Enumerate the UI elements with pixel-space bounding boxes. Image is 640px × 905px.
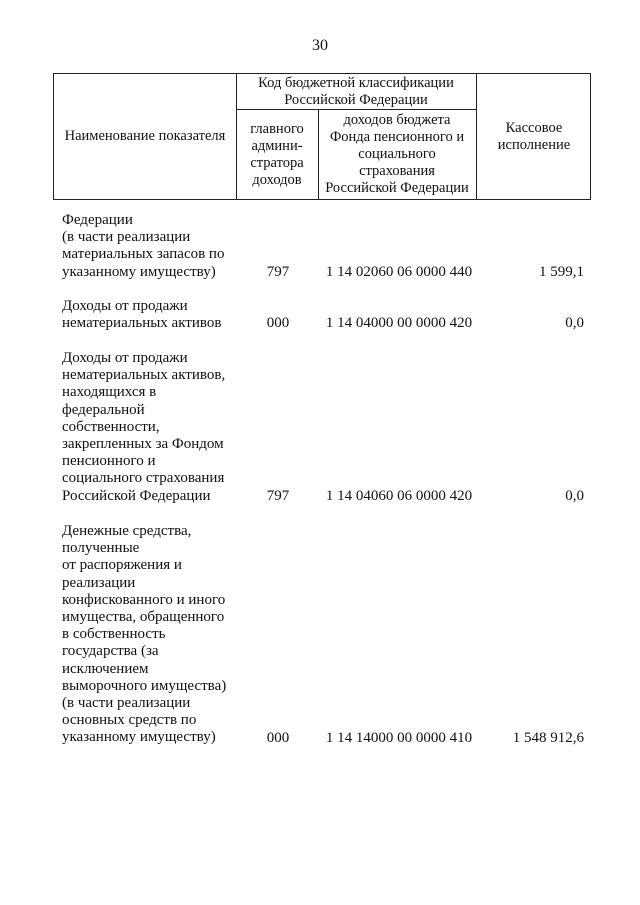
- row-budget-code: 1 14 02060 06 0000 440: [325, 264, 473, 280]
- row-admin-code: 797: [266, 264, 290, 280]
- row-name: Доходы от продажи нематериальных активов, находящихся в федеральной собственности, закрепленных за Фондом пенсионного и социального страхования Российской Федерации: [62, 350, 226, 504]
- page-number: 30: [312, 37, 328, 54]
- row-amount: 0,0: [565, 488, 584, 504]
- header-name-col: Наименование показателя: [64, 128, 226, 144]
- row-budget-code: 1 14 14000 00 0000 410: [325, 730, 473, 746]
- header-col-divider-1: [236, 73, 237, 200]
- header-admin-col: главного админи-стратора доходов: [250, 121, 304, 188]
- header-code-group: Код бюджетной классификации Российской Федерации: [258, 75, 454, 108]
- row-admin-code: 797: [266, 488, 290, 504]
- header-col-divider-3: [476, 73, 477, 200]
- row-budget-code: 1 14 04000 00 0000 420: [325, 315, 473, 331]
- code-group-divider: [236, 109, 476, 110]
- row-name: Доходы от продажи нематериальных активов: [62, 298, 222, 332]
- row-amount: 0,0: [565, 315, 584, 331]
- row-name: Федерации (в части реализации материальных запасов по указанному имуществу): [62, 212, 225, 280]
- header-income-col: доходов бюджета Фонда пенсионного и социального страхования Российской Федерации: [325, 112, 469, 196]
- header-top-border: [53, 73, 591, 74]
- header-bottom-border: [53, 199, 591, 200]
- row-amount: 1 548 912,6: [512, 730, 584, 746]
- row-admin-code: 000: [266, 315, 290, 331]
- row-name: Денежные средства, полученные от распоряжения и реализации конфискованного и иного имущества, обращенного в собственность государства (за исключением выморочного имущества) (в части реализации основных средств по указанному имуществу): [62, 523, 227, 746]
- header-cash-col: Кассовое исполнение: [497, 120, 571, 153]
- row-amount: 1 599,1: [539, 264, 584, 280]
- row-admin-code: 000: [266, 730, 290, 746]
- header-right-border: [590, 73, 591, 200]
- header-col-divider-2: [318, 109, 319, 200]
- row-budget-code: 1 14 04060 06 0000 420: [325, 488, 473, 504]
